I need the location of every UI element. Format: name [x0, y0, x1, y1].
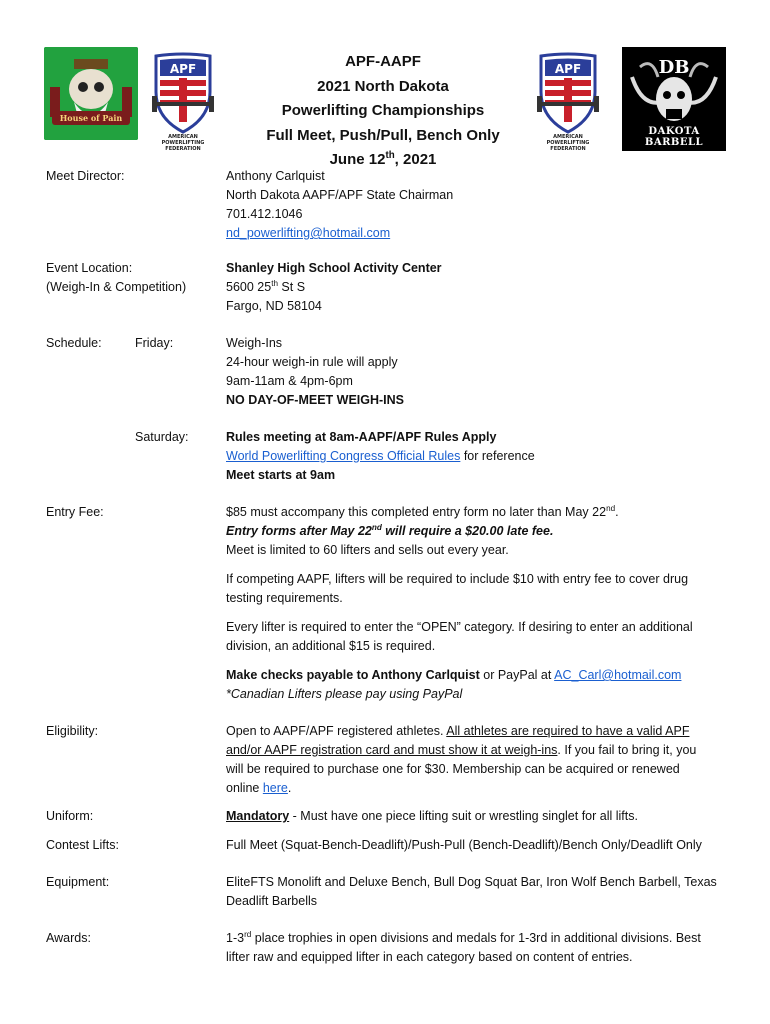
apf-shield-icon: [152, 52, 214, 134]
uniform-line: [226, 807, 726, 826]
event-location-label: [46, 259, 186, 297]
director-title: North Dakota AAPF/APF State Chairman: [226, 188, 454, 202]
schedule-friday-info: [226, 334, 726, 410]
equipment-label: Equipment:: [46, 875, 110, 889]
entry-fee-line1-sup: nd: [606, 503, 616, 513]
event-location-info: [226, 259, 726, 316]
friday-line-2: 24-hour weigh-in rule will apply: [226, 355, 398, 369]
entry-fee-line1-suffix: .: [615, 505, 619, 519]
entry-fee-info: [226, 503, 726, 560]
apf-logo-caption: AMERICAN POWERLIFTING FEDERATION: [546, 134, 590, 152]
event-location-label-line2: (Weigh-In & Competition): [46, 280, 187, 294]
director-name: Anthony Carlquist: [226, 169, 325, 183]
title-line-2: 2021 North Dakota: [317, 77, 449, 95]
venue-street-sup: th: [271, 278, 278, 288]
meet-director-label: Meet Director:: [46, 169, 125, 183]
membership-here-link[interactable]: here: [262, 781, 288, 795]
title-line-3: Powerlifting Championships: [281, 102, 485, 119]
venue-city: Fargo, ND 58104: [226, 299, 322, 313]
eligibility-line2-underlined: and/or AAPF registration card and must show it at weigh-ins: [226, 743, 558, 757]
house-of-pain-logo: [44, 47, 138, 140]
eligibility-line-3: will be required to purchase one for $30. Membership can be acquired or renewed: [226, 762, 680, 776]
event-location-label-line1: Event Location:: [46, 261, 133, 275]
eligibility-line-4: [226, 779, 726, 798]
friday-note: NO DAY-OF-MEET WEIGH-INS: [226, 393, 405, 407]
saturday-rules-line: [226, 447, 726, 466]
rules-link[interactable]: World Powerlifting Congress Official Rules: [226, 449, 461, 463]
venue-name: Shanley High School Activity Center: [226, 261, 442, 275]
contest-lifts-label: Contest Lifts:: [46, 838, 119, 852]
schedule-saturday-info: [226, 428, 726, 485]
awards-label: Awards:: [46, 931, 91, 945]
venue-street-prefix: 5600 25: [226, 280, 272, 294]
equipment-line-1: EliteFTS Monolift and Deluxe Bench, Bull Dog Squat Bar, Iron Wolf Bench Barbell, Texas: [226, 875, 717, 889]
meet-director-info: [226, 167, 726, 243]
title-line-1: APF-AAPF: [345, 53, 421, 70]
schedule-friday-label: Friday:: [135, 336, 174, 350]
late-fee-prefix: Entry forms after May 22: [226, 524, 372, 538]
eligibility-line1-a: Open to AAPF/APF registered athletes.: [226, 724, 447, 738]
entry-fee-line1-prefix: $85 must accompany this completed entry form no later than May 22: [226, 505, 607, 519]
page-title: [230, 50, 536, 173]
awards-line-1: [226, 929, 726, 948]
aapf-drug-testing: [226, 570, 726, 608]
uniform-mandatory: Mandatory: [226, 809, 290, 823]
eligibility-line4-a: online: [226, 781, 263, 795]
eligibility-line1-underlined: All athletes are required to have a valid APF: [446, 724, 690, 738]
uniform-label: Uniform:: [46, 809, 94, 823]
contest-lifts-text: Full Meet (Squat-Bench-Deadlift)/Push-Pull (Bench-Deadlift)/Bench Only/Deadlift Only: [226, 838, 702, 852]
friday-line-3: 9am-11am & 4pm-6pm: [226, 374, 353, 388]
aapf-line-1: If competing AAPF, lifters will be required to include $10 with entry fee to cover drug: [226, 572, 689, 586]
director-phone: 701.412.1046: [226, 207, 303, 221]
apf-logo-caption: AMERICAN POWERLIFTING FEDERATION: [161, 134, 205, 152]
director-email-link[interactable]: nd_powerlifting@hotmail.com: [226, 226, 391, 240]
checks-payable: Make checks payable to Anthony Carlquist: [226, 668, 480, 682]
eligibility-line-1: [226, 722, 726, 741]
late-fee-sup: nd: [371, 522, 382, 532]
awards-line1-suffix: place trophies in open divisions and medals for 1-3rd in additional divisions. Best: [251, 931, 701, 945]
checks-mid: or PayPal at: [479, 668, 555, 682]
late-fee-line: [226, 522, 726, 541]
equipment-info: [226, 873, 726, 911]
late-fee-suffix: will require a $20.00 late fee.: [381, 524, 554, 538]
eligibility-label: Eligibility:: [46, 724, 99, 738]
paypal-email-link[interactable]: AC_Carl@hotmail.com: [554, 668, 682, 682]
rules-suffix: for reference: [460, 449, 535, 463]
meet-start: Meet starts at 9am: [226, 468, 336, 482]
title-line-4: Full Meet, Push/Pull, Bench Only: [266, 126, 500, 144]
eligibility-line-2: [226, 741, 726, 760]
friday-line-1: Weigh-Ins: [226, 336, 283, 350]
apf-logo-left: [152, 52, 214, 152]
apf-logo-text: APF: [554, 62, 582, 76]
equipment-line-2: Deadlift Barbells: [226, 894, 318, 908]
eligibility-info: [226, 722, 726, 798]
entry-fee-label: Entry Fee:: [46, 505, 104, 519]
apf-logo-right: [537, 52, 599, 152]
checks-line: [226, 666, 726, 685]
open-line-2: division, an additional $15 is required.: [226, 639, 436, 653]
apf-shield-icon: [537, 52, 599, 134]
title-date-prefix: June 12: [329, 151, 386, 168]
eligibility-line2-b: . If you fail to bring it, you: [557, 743, 697, 757]
schedule-saturday-label: Saturday:: [135, 430, 189, 444]
awards-line1-sup: rd: [244, 929, 252, 939]
venue-street: [226, 278, 726, 297]
schedule-label: Schedule:: [46, 336, 102, 350]
venue-street-suffix: St S: [277, 280, 306, 294]
saturday-rules: Rules meeting at 8am-AAPF/APF Rules Apply: [226, 430, 497, 444]
awards-line1-prefix: 1-3: [226, 931, 245, 945]
title-date-suffix: , 2021: [394, 151, 437, 168]
entry-fee-line1: [226, 503, 726, 522]
payment-info: [226, 666, 726, 704]
aapf-line-2: testing requirements.: [226, 591, 343, 605]
awards-line-2: lifter raw and equipped lifter in each category based on content of entries.: [226, 950, 633, 964]
canadian-note: *Canadian Lifters please pay using PayPal: [226, 687, 463, 701]
lifter-limit: Meet is limited to 60 lifters and sells out every year.: [226, 543, 509, 557]
uniform-text: - Must have one piece lifting suit or wrestling singlet for all lifts.: [289, 809, 638, 823]
eligibility-line4-b: .: [287, 781, 292, 795]
open-category-note: [226, 618, 726, 656]
open-line-1: Every lifter is required to enter the “OPEN” category. If desiring to enter an additional: [226, 620, 693, 634]
contest-lifts-info: [226, 836, 726, 855]
title-date-sup: th: [385, 150, 395, 161]
awards-info: [226, 929, 726, 967]
dakota-logo-initials: DB: [658, 57, 690, 78]
uniform-info: [226, 807, 726, 826]
apf-logo-text: APF: [169, 62, 197, 76]
house-of-pain-logo-text: House of Pain: [59, 113, 123, 123]
skull-icon: [44, 47, 138, 140]
dakota-barbell-logo: [622, 47, 726, 151]
dakota-logo-text: DAKOTA BARBELL: [644, 126, 704, 148]
